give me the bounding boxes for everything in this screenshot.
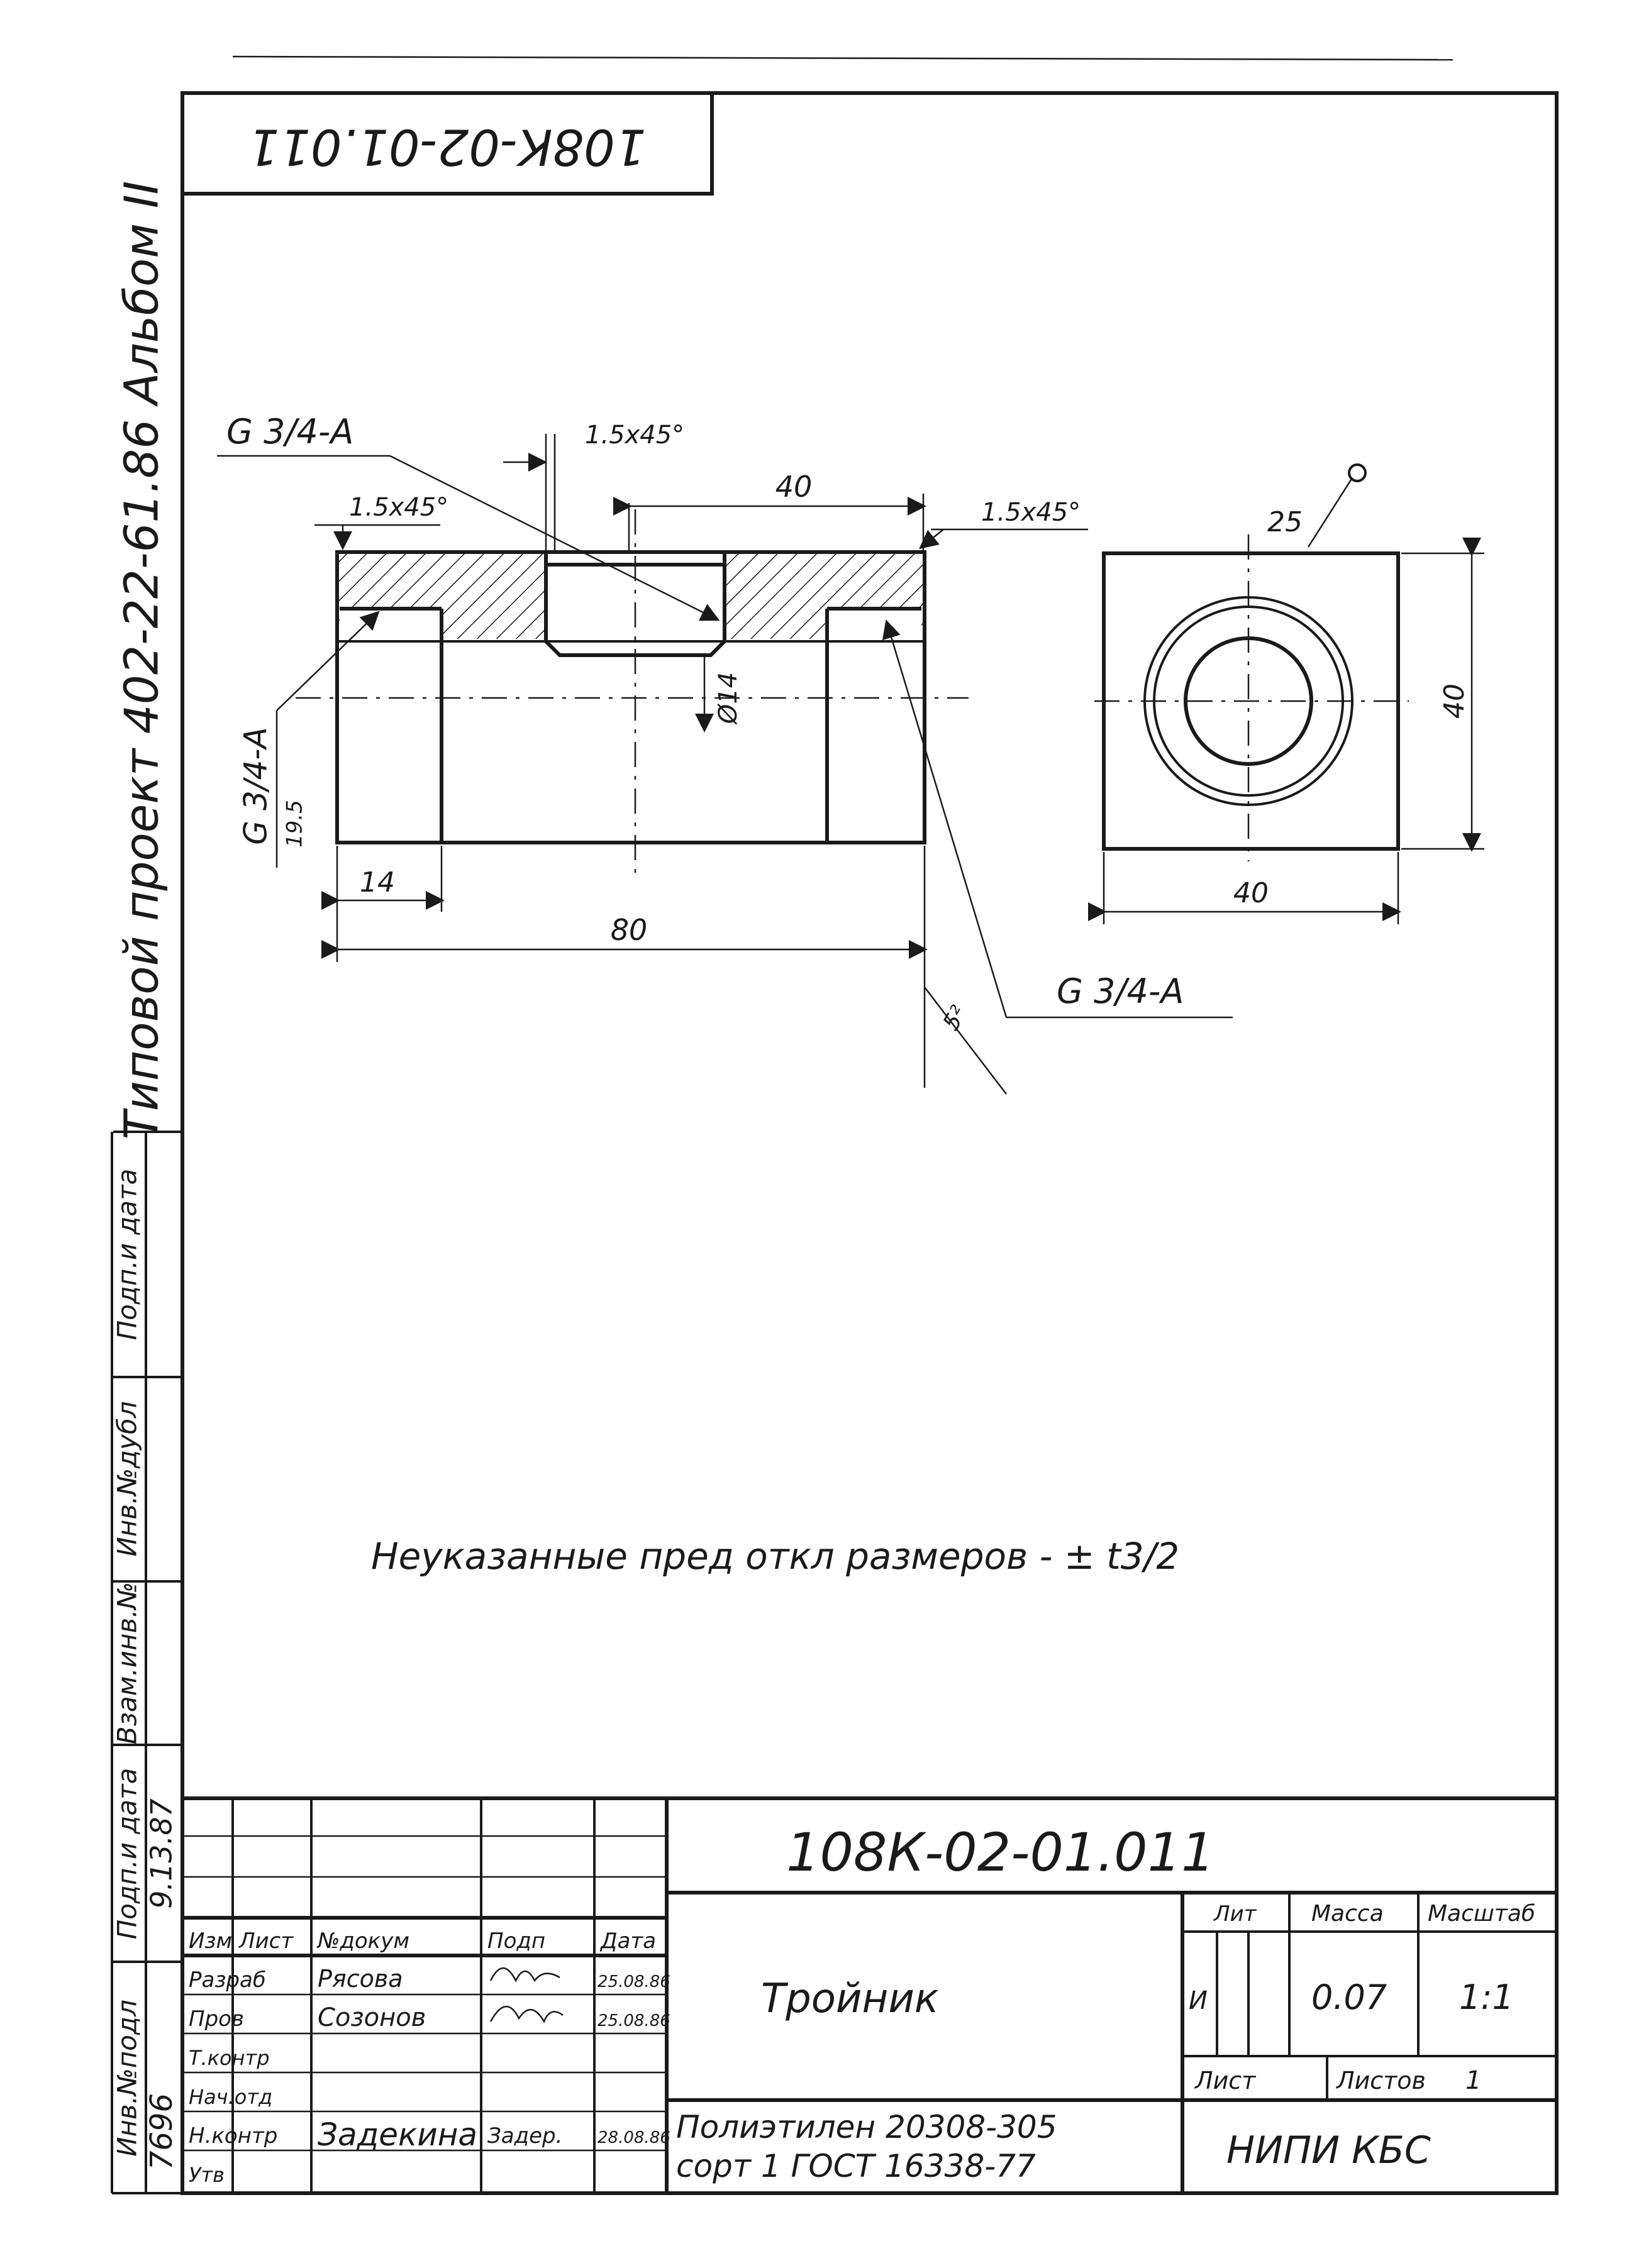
dim-end-length: 14 <box>360 866 395 899</box>
chamfer-top: 1.5x45° <box>585 421 685 450</box>
side-label-2: Инв.№дубл <box>111 1401 143 1557</box>
row-date-5: 28.08.86 <box>597 2128 670 2147</box>
row-name-5: Задекина <box>318 2116 478 2153</box>
side-label-25: 25 <box>1267 506 1303 538</box>
row-date-2: 25.08.86 <box>597 2011 670 2030</box>
hdr-sign: Подп <box>487 1928 546 1954</box>
sheets-label: Листов <box>1337 2067 1426 2094</box>
mass-header: Масса <box>1311 1901 1384 1927</box>
front-section-view <box>217 412 1233 1094</box>
sheets-value: 1 <box>1465 2066 1482 2095</box>
side-label-5: Инв.№подл <box>111 2000 143 2157</box>
hdr-izm: Изм <box>189 1928 233 1954</box>
sheet-label: Лист <box>1195 2067 1256 2094</box>
thread-label-left: G 3/4-A <box>237 727 274 845</box>
doc-number: 108К-02-01.011 <box>786 1822 1215 1883</box>
scale-value: 1:1 <box>1459 1978 1514 2017</box>
side-stamp <box>112 1132 183 2193</box>
title-block <box>182 1798 1557 2193</box>
inventory-number: 7696 <box>144 2093 179 2171</box>
lit-header: Лит <box>1214 1901 1257 1927</box>
part-name: Тройник <box>761 1976 939 2022</box>
row-role-3: Т.контр <box>189 2046 270 2070</box>
signature-prov <box>491 2006 563 2022</box>
side-label-1: Подп.и дата <box>111 1168 143 1341</box>
dim-length: 80 <box>610 913 648 947</box>
chamfer-right: 1.5x45° <box>981 498 1081 527</box>
hdr-list: Лист <box>239 1928 294 1954</box>
signature-razrab <box>491 1968 560 1981</box>
tolerance-note: Неуказанные пред откл размеров - ± t3/2 <box>371 1535 1180 1578</box>
dim-top-width: 40 <box>775 470 813 504</box>
dim-bore-dia: Ø14 <box>714 672 743 724</box>
material-line-1: Полиэтилен 20308-305 <box>676 2109 1057 2145</box>
hdr-date: Дата <box>601 1928 657 1954</box>
mass-value: 0.07 <box>1311 1978 1387 2017</box>
chamfer-left: 1.5x45° <box>349 493 449 522</box>
dim-side-height: 40 <box>1438 683 1470 719</box>
roughness-mark: 5² <box>938 1001 972 1035</box>
top-stamp-code: 108К-02-01.011 <box>248 118 647 175</box>
inventory-date: 9.13.87 <box>144 1798 179 1909</box>
row-sign-5: Задер. <box>487 2123 563 2149</box>
row-date-1: 25.08.86 <box>597 1972 670 1991</box>
organization: НИПИ КБС <box>1226 2128 1431 2172</box>
thread-label-right: G 3/4-A <box>1057 971 1184 1011</box>
side-label-3: Взам.инв.№ <box>111 1581 143 1745</box>
top-trim-line <box>233 57 1453 60</box>
row-role-6: Утв <box>189 2163 225 2187</box>
dim-side-width: 40 <box>1233 877 1269 909</box>
row-role-5: Н.контр <box>189 2123 278 2149</box>
row-name-2: Созонов <box>318 2003 426 2032</box>
side-margin-title: Типовой проект 402-22-61.86 Альбом II <box>114 180 169 1140</box>
side-label-4: Подп.и дата <box>111 1767 143 1940</box>
dim-thread-depth: 19.5 <box>282 800 308 848</box>
scale-header: Масштаб <box>1428 1901 1536 1927</box>
material-line-2: сорт 1 ГОСТ 16338-77 <box>676 2148 1036 2184</box>
row-role-4: Нач.отд <box>189 2085 273 2109</box>
side-view <box>1094 465 1484 924</box>
lit-value: И <box>1189 1986 1208 2015</box>
thread-label-top: G 3/4-A <box>226 412 354 451</box>
row-role-2: Пров <box>189 2006 244 2032</box>
row-role-1: Разраб <box>189 1967 266 1993</box>
hdr-doc: №докум <box>318 1928 409 1954</box>
row-name-1: Рясова <box>318 1965 403 1993</box>
